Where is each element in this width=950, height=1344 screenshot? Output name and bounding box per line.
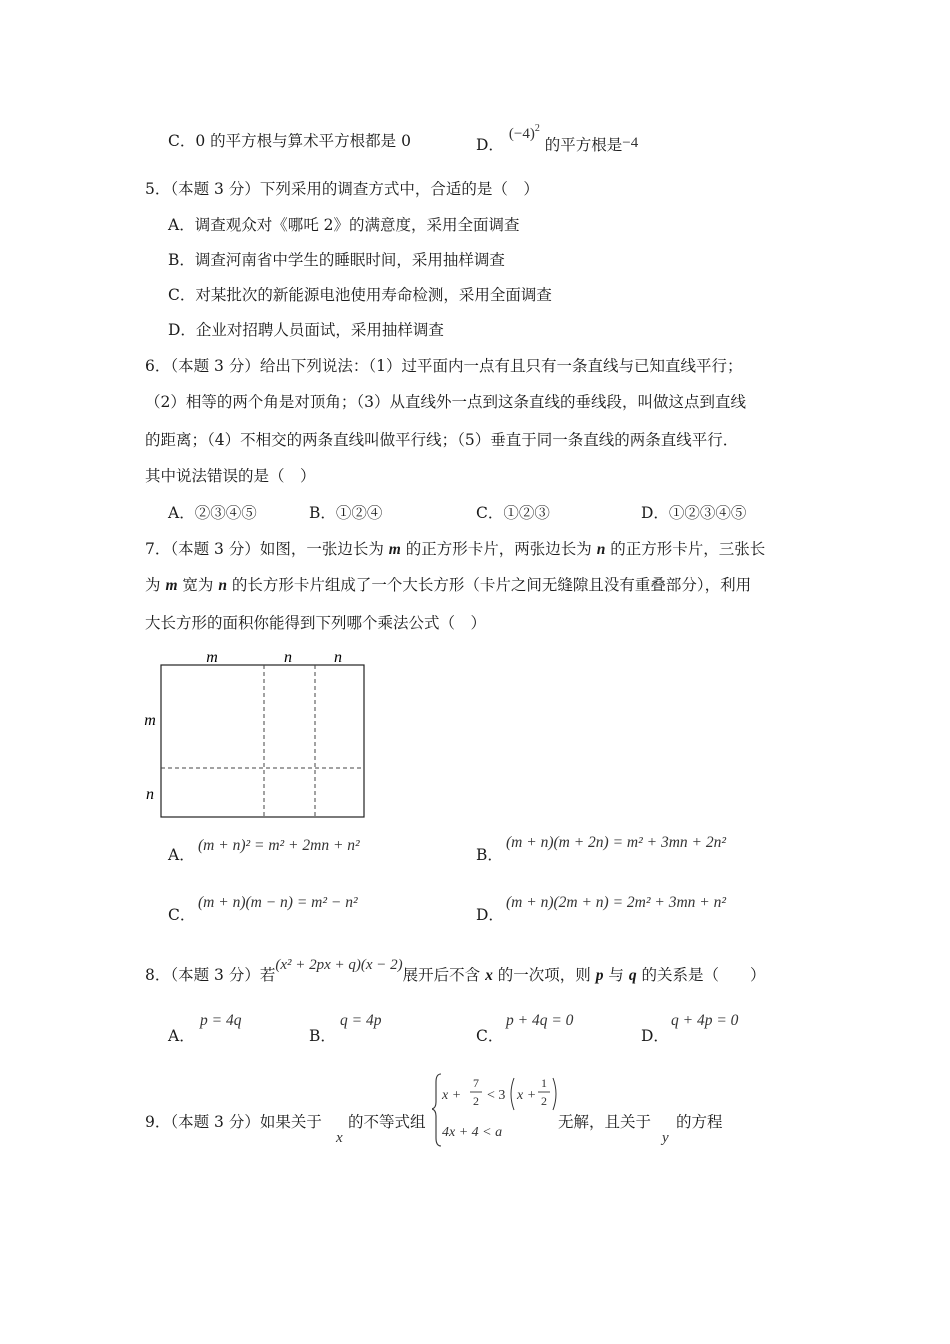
q7-line3: 大长方形的面积你能得到下列哪个乘法公式（ ）	[145, 614, 487, 632]
q7-rectangle-figure	[140, 645, 380, 825]
q8-stem: 8．（本题 3 分）若(x² + 2px + q)(x − 2)展开后不含 x 的一次项，则 p 与 q 的关系是（ ）	[145, 957, 766, 984]
q7-option-d-expr: (m + n)(2m + n) = 2m² + 3mn + n²	[506, 894, 727, 911]
q9-var-x: x	[336, 1130, 343, 1146]
q7-option-d-label: D．	[476, 906, 504, 924]
q4-option-d-label: D．	[476, 136, 504, 154]
side-label-m: m	[144, 712, 156, 729]
q7-option-c-expr: (m + n)(m − n) = m² − n²	[198, 894, 358, 911]
q9-prefix: 9．（本题 3 分）如果关于	[145, 1113, 322, 1131]
q4-option-d	[476, 123, 639, 156]
q6-option-b: B．①②④	[309, 504, 383, 522]
q9-var-y: y	[662, 1130, 669, 1146]
top-label-n1: n	[284, 649, 292, 666]
ineq1-part-b: < 3	[487, 1088, 506, 1103]
ineq1-num2: 1	[541, 1076, 547, 1090]
q5-stem: 5．（本题 3 分）下列采用的调查方式中，合适的是（ ）	[145, 180, 539, 198]
q7-option-b-expr: (m + n)(m + 2n) = m² + 3mn + 2n²	[506, 834, 727, 851]
q9-end: 的方程	[676, 1113, 723, 1131]
q4-option-d-text: 的平方根是	[544, 136, 623, 154]
q6-option-a: A．②③④⑤	[168, 504, 257, 522]
q4-option-c: C．0 的平方根与算术平方根都是 0	[168, 132, 411, 150]
q6-line1: 6．（本题 3 分）给出下列说法：（1）过平面内一点有且只有一条直线与已知直线平行；	[145, 357, 743, 375]
big-rectangle	[161, 665, 364, 817]
q8-option-c-expr: p + 4q = 0	[506, 1012, 574, 1029]
q5-option-b: B．调查河南省中学生的睡眠时间，采用抽样调查	[168, 251, 505, 269]
ineq1-part-c: x +	[517, 1088, 537, 1103]
q6-line2: （2）相等的两个角是对顶角；（3）从直线外一点到这条直线的垂线段，叫做这点到直线	[145, 393, 746, 411]
q8-option-d-expr: q + 4p = 0	[671, 1012, 739, 1029]
q6-option-c: C．①②③	[476, 504, 550, 522]
q7-option-b-label: B．	[476, 846, 503, 864]
q9-suffix: 无解，且关于	[558, 1113, 652, 1131]
q9-inequality-system	[432, 1068, 562, 1150]
q4-option-d-value: −4	[622, 135, 639, 151]
q8-option-c-label: C．	[476, 1027, 504, 1045]
q7-option-a-expr: (m + n)² = m² + 2mn + n²	[198, 837, 360, 854]
q8-option-a-label: A．	[168, 1027, 195, 1045]
q7-option-c-label: C．	[168, 906, 196, 924]
q6-line3: 的距离；（4）不相交的两条直线叫做平行线；（5）垂直于同一条直线的两条直线平行．	[145, 431, 739, 449]
top-label-n2: n	[334, 649, 342, 666]
q8-option-a-expr: p = 4q	[200, 1012, 242, 1029]
q8-option-d-label: D．	[641, 1027, 669, 1045]
q6-option-d: D．①②③④⑤	[641, 504, 747, 522]
ineq1-left-paren	[511, 1078, 514, 1110]
q5-option-c: C．对某批次的新能源电池使用寿命检测，采用全面调查	[168, 286, 552, 304]
q8-option-b-label: B．	[309, 1027, 336, 1045]
q8-option-b-expr: q = 4p	[340, 1012, 382, 1029]
top-label-m: m	[206, 649, 218, 666]
side-label-n: n	[146, 786, 154, 803]
q9-mid: 的不等式组	[348, 1113, 426, 1131]
q5-option-a: A．调查观众对《哪吒 2》的满意度，采用全面调查	[168, 216, 520, 234]
q6-line4: 其中说法错误的是（ ）	[145, 467, 316, 485]
ineq1-right-paren	[553, 1078, 556, 1110]
ineq2: 4x + 4 < a	[442, 1125, 503, 1140]
left-brace	[432, 1074, 441, 1146]
ineq1-den2: 2	[541, 1094, 547, 1108]
q4-option-d-expr: $(-4)^2$	[508, 123, 540, 142]
ineq1-part-a: x +	[442, 1088, 462, 1103]
q5-option-d: D．企业对招聘人员面试，采用抽样调查	[168, 321, 444, 339]
ineq1-den: 2	[473, 1094, 479, 1108]
q7-line2: 为 m 宽为 n 的长方形卡片组成了一个大长方形（卡片之间无缝隙且没有重叠部分），利用	[145, 576, 752, 594]
ineq1-num: 7	[473, 1076, 479, 1090]
q7-line1: 7．（本题 3 分）如图，一张边长为 m 的正方形卡片，两张边长为 n 的正方形卡片，三张长	[145, 540, 766, 558]
q8-expression: (x² + 2px + q)(x − 2)	[275, 957, 403, 973]
q7-option-a-label: A．	[168, 846, 195, 864]
